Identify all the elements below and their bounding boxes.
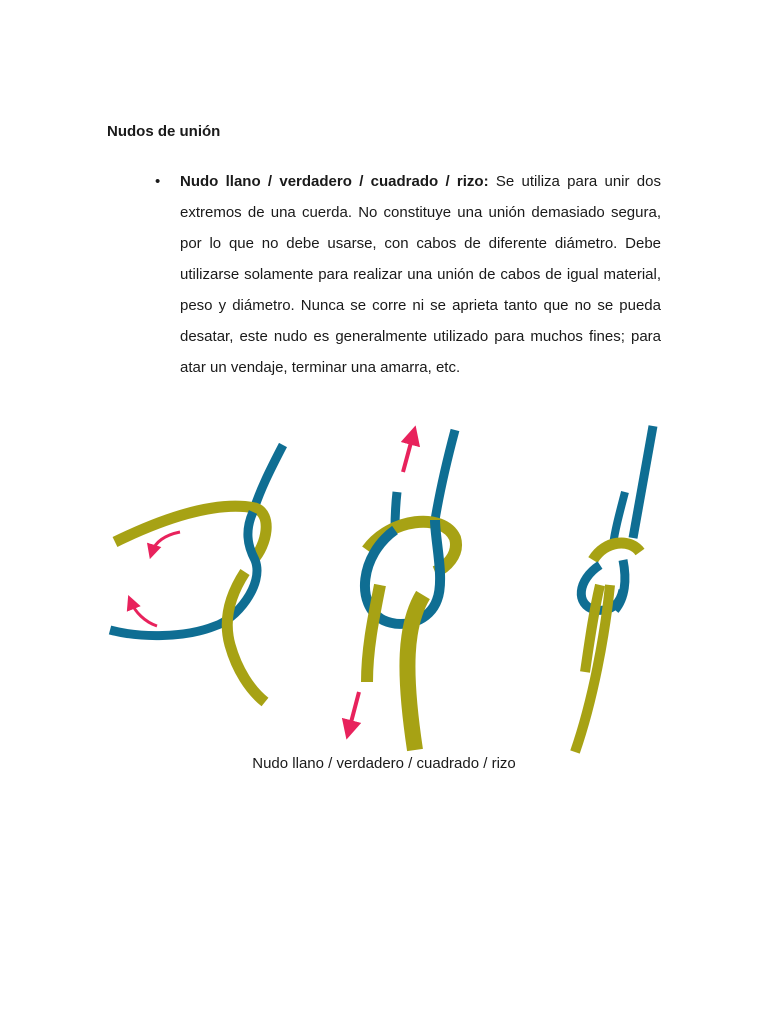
- knot-step-1: [110, 445, 283, 702]
- yellow-rope: [407, 595, 423, 750]
- blue-rope: [615, 560, 625, 610]
- rotation-arrow-icon: [131, 602, 157, 626]
- list-item: [155, 166, 661, 383]
- square-knot-illustration: [105, 420, 665, 760]
- bullet-icon: •: [155, 173, 161, 190]
- blue-rope: [253, 445, 283, 512]
- blue-rope: [633, 426, 653, 538]
- yellow-rope: [115, 506, 266, 560]
- knot-step-3: [575, 426, 653, 752]
- yellow-rope: [593, 543, 640, 560]
- section-heading: Nudos de unión: [107, 123, 221, 140]
- knot-term: Nudo llano / verdadero / cuadrado / rizo:: [180, 173, 489, 190]
- yellow-rope: [227, 572, 265, 702]
- knot-description: Se utiliza para unir dos extremos de una cuerda. No constituye una unión demasiado segura, por lo que no debe usarse, con cabos de diferente diámetro. Debe utilizarse solamente para realizar una unión de cabos de igual material, peso y diámetro. Nunca se corre ni se aprieta tanto que no se pueda desatar, este nudo es generalmente utilizado para muchos fines; para atar un vendaje, terminar una amarra, etc.: [180, 173, 661, 376]
- knot-step-2: [349, 430, 456, 750]
- rotation-arrow-icon: [152, 532, 180, 552]
- bullet-list: [155, 166, 661, 383]
- pull-arrow-icon: [403, 435, 413, 472]
- blue-rope: [613, 492, 625, 545]
- blue-rope: [435, 430, 455, 520]
- figure-caption: Nudo llano / verdadero / cuadrado / rizo: [252, 755, 516, 772]
- pull-arrow-icon: [349, 692, 359, 730]
